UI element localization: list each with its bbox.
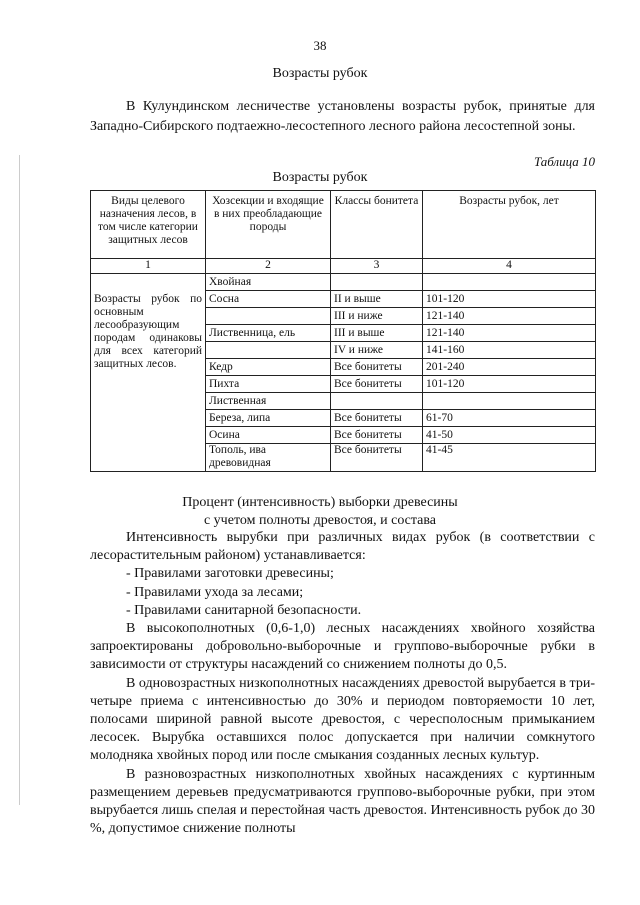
intro-text: В Кулундинском лесничестве установлены возрасты рубок, принятые для Западно-Сибирского подтаежно-лесостепного лесного района лесостепной зоны. [90, 99, 595, 134]
intro-paragraph [90, 97, 595, 137]
table-row-age: 201-240 [423, 359, 596, 376]
list-item: - Правилами заготовки древесины; [126, 566, 334, 582]
table-row-section: Лиственница, ель [206, 325, 331, 342]
table-row-class: IV и ниже [331, 342, 423, 359]
page-number: 38 [313, 38, 327, 53]
table-label: Таблица 10 [533, 154, 595, 169]
section2-title [0, 494, 640, 530]
table-header-cell: Виды целевого назначения лесов, в том числе категории защитных лесов [91, 191, 206, 259]
table-row-class: III и ниже [331, 308, 423, 325]
table-header-cell: Возрасты рубок, лет [423, 191, 596, 259]
column-number: 1 [91, 259, 206, 274]
column-number: 2 [206, 259, 331, 274]
table-row-class: Все бонитеты [331, 376, 423, 393]
table-row-age [423, 393, 596, 410]
table-row-section: Осина [206, 427, 331, 444]
table-row-section: Кедр [206, 359, 331, 376]
table-row-age: 41-45 [423, 444, 596, 472]
paragraph-high-density: В высокополнотных (0,6-1,0) лесных насаждениях хвойного хозяйства запроектированы добровольно-выборочные и группово-выборочные рубки в зависимости от структуры насаждений со снижением полноты до 0,5. [90, 621, 595, 673]
paragraph-intensity: Интенсивность вырубки при различных видах рубок (в соответствии с лесорастительным районом) устанавливается: [90, 530, 595, 564]
table-row-section: Тополь, ива древовидная [206, 444, 331, 472]
table-row-section: Сосна [206, 291, 331, 308]
table-row-age: 61-70 [423, 410, 596, 427]
table-row-class: Все бонитеты [331, 444, 423, 472]
table-row-class [331, 393, 423, 410]
list-item: - Правилами ухода за лесами; [126, 584, 304, 600]
table-row-age: 101-120 [423, 376, 596, 393]
table-row-section: Береза, липа [206, 410, 331, 427]
paragraph-uneven-aged: В разновозрастных низкополнотных хвойных насаждениях с куртинным размещением деревьев предусматриваются группово-выборочные рубки, при этом вырубается лишь спелая и перестойная часть древостоя. Интенсивность рубок до 30 %, допустимое снижение полноты [90, 766, 595, 837]
table-row-age: 121-140 [423, 325, 596, 342]
table-row-age: 41-50 [423, 427, 596, 444]
table-row-class: Все бонитеты [331, 427, 423, 444]
table-title: Возрасты рубок [272, 170, 368, 185]
list-item: - Правилами санитарной безопасности. [126, 602, 362, 618]
table-header-cell: Хозсекции и входящие в них преобладающие породы [206, 191, 331, 259]
table-row-section: Пихта [206, 376, 331, 393]
table-row-class [331, 274, 423, 291]
cutting-age-table [90, 190, 595, 473]
table-row-section [206, 308, 331, 325]
column-number: 4 [423, 259, 596, 274]
table-row-section: Хвойная [206, 274, 331, 291]
table-header-cell: Классы бонитета [331, 191, 423, 259]
table-row-age: 101-120 [423, 291, 596, 308]
table-row-class: Все бонитеты [331, 359, 423, 376]
paragraph-even-aged: В одновозрастных низкополнотных насаждениях древостой вырубается в три-четыре приема с интенсивностью до 30% и периодом повторяемости 10 лет, полосами шириной равной высоте древостоя, с чересполосным примыканием лесосек. Вырубка оставшихся полос допускается при наличии сомкнутого молодняка хвойных пород или после смыкания созданных лесных культур. [90, 675, 595, 764]
section2-title-line1: Процент (интенсивность) выборки древесины [182, 495, 458, 510]
group-label-cell: Возрасты рубок по основным лесообразующим породам одинаковы для всех категорий защитных лесов. [91, 291, 206, 472]
section-heading: Возрасты рубок [272, 66, 368, 81]
table-row-age [423, 274, 596, 291]
table-row-section [206, 342, 331, 359]
table-row-age: 141-160 [423, 342, 596, 359]
column-number: 3 [331, 259, 423, 274]
scan-margin-line [19, 155, 20, 805]
table-row-class: II и выше [331, 291, 423, 308]
table-row-class: III и выше [331, 325, 423, 342]
table-row-section: Лиственная [206, 393, 331, 410]
section2-title-line2: с учетом полноты древостоя, и состава [203, 513, 437, 528]
body-text [90, 529, 595, 838]
table-row-age: 121-140 [423, 308, 596, 325]
table-row-class: Все бонитеты [331, 410, 423, 427]
table-cell [91, 274, 206, 291]
